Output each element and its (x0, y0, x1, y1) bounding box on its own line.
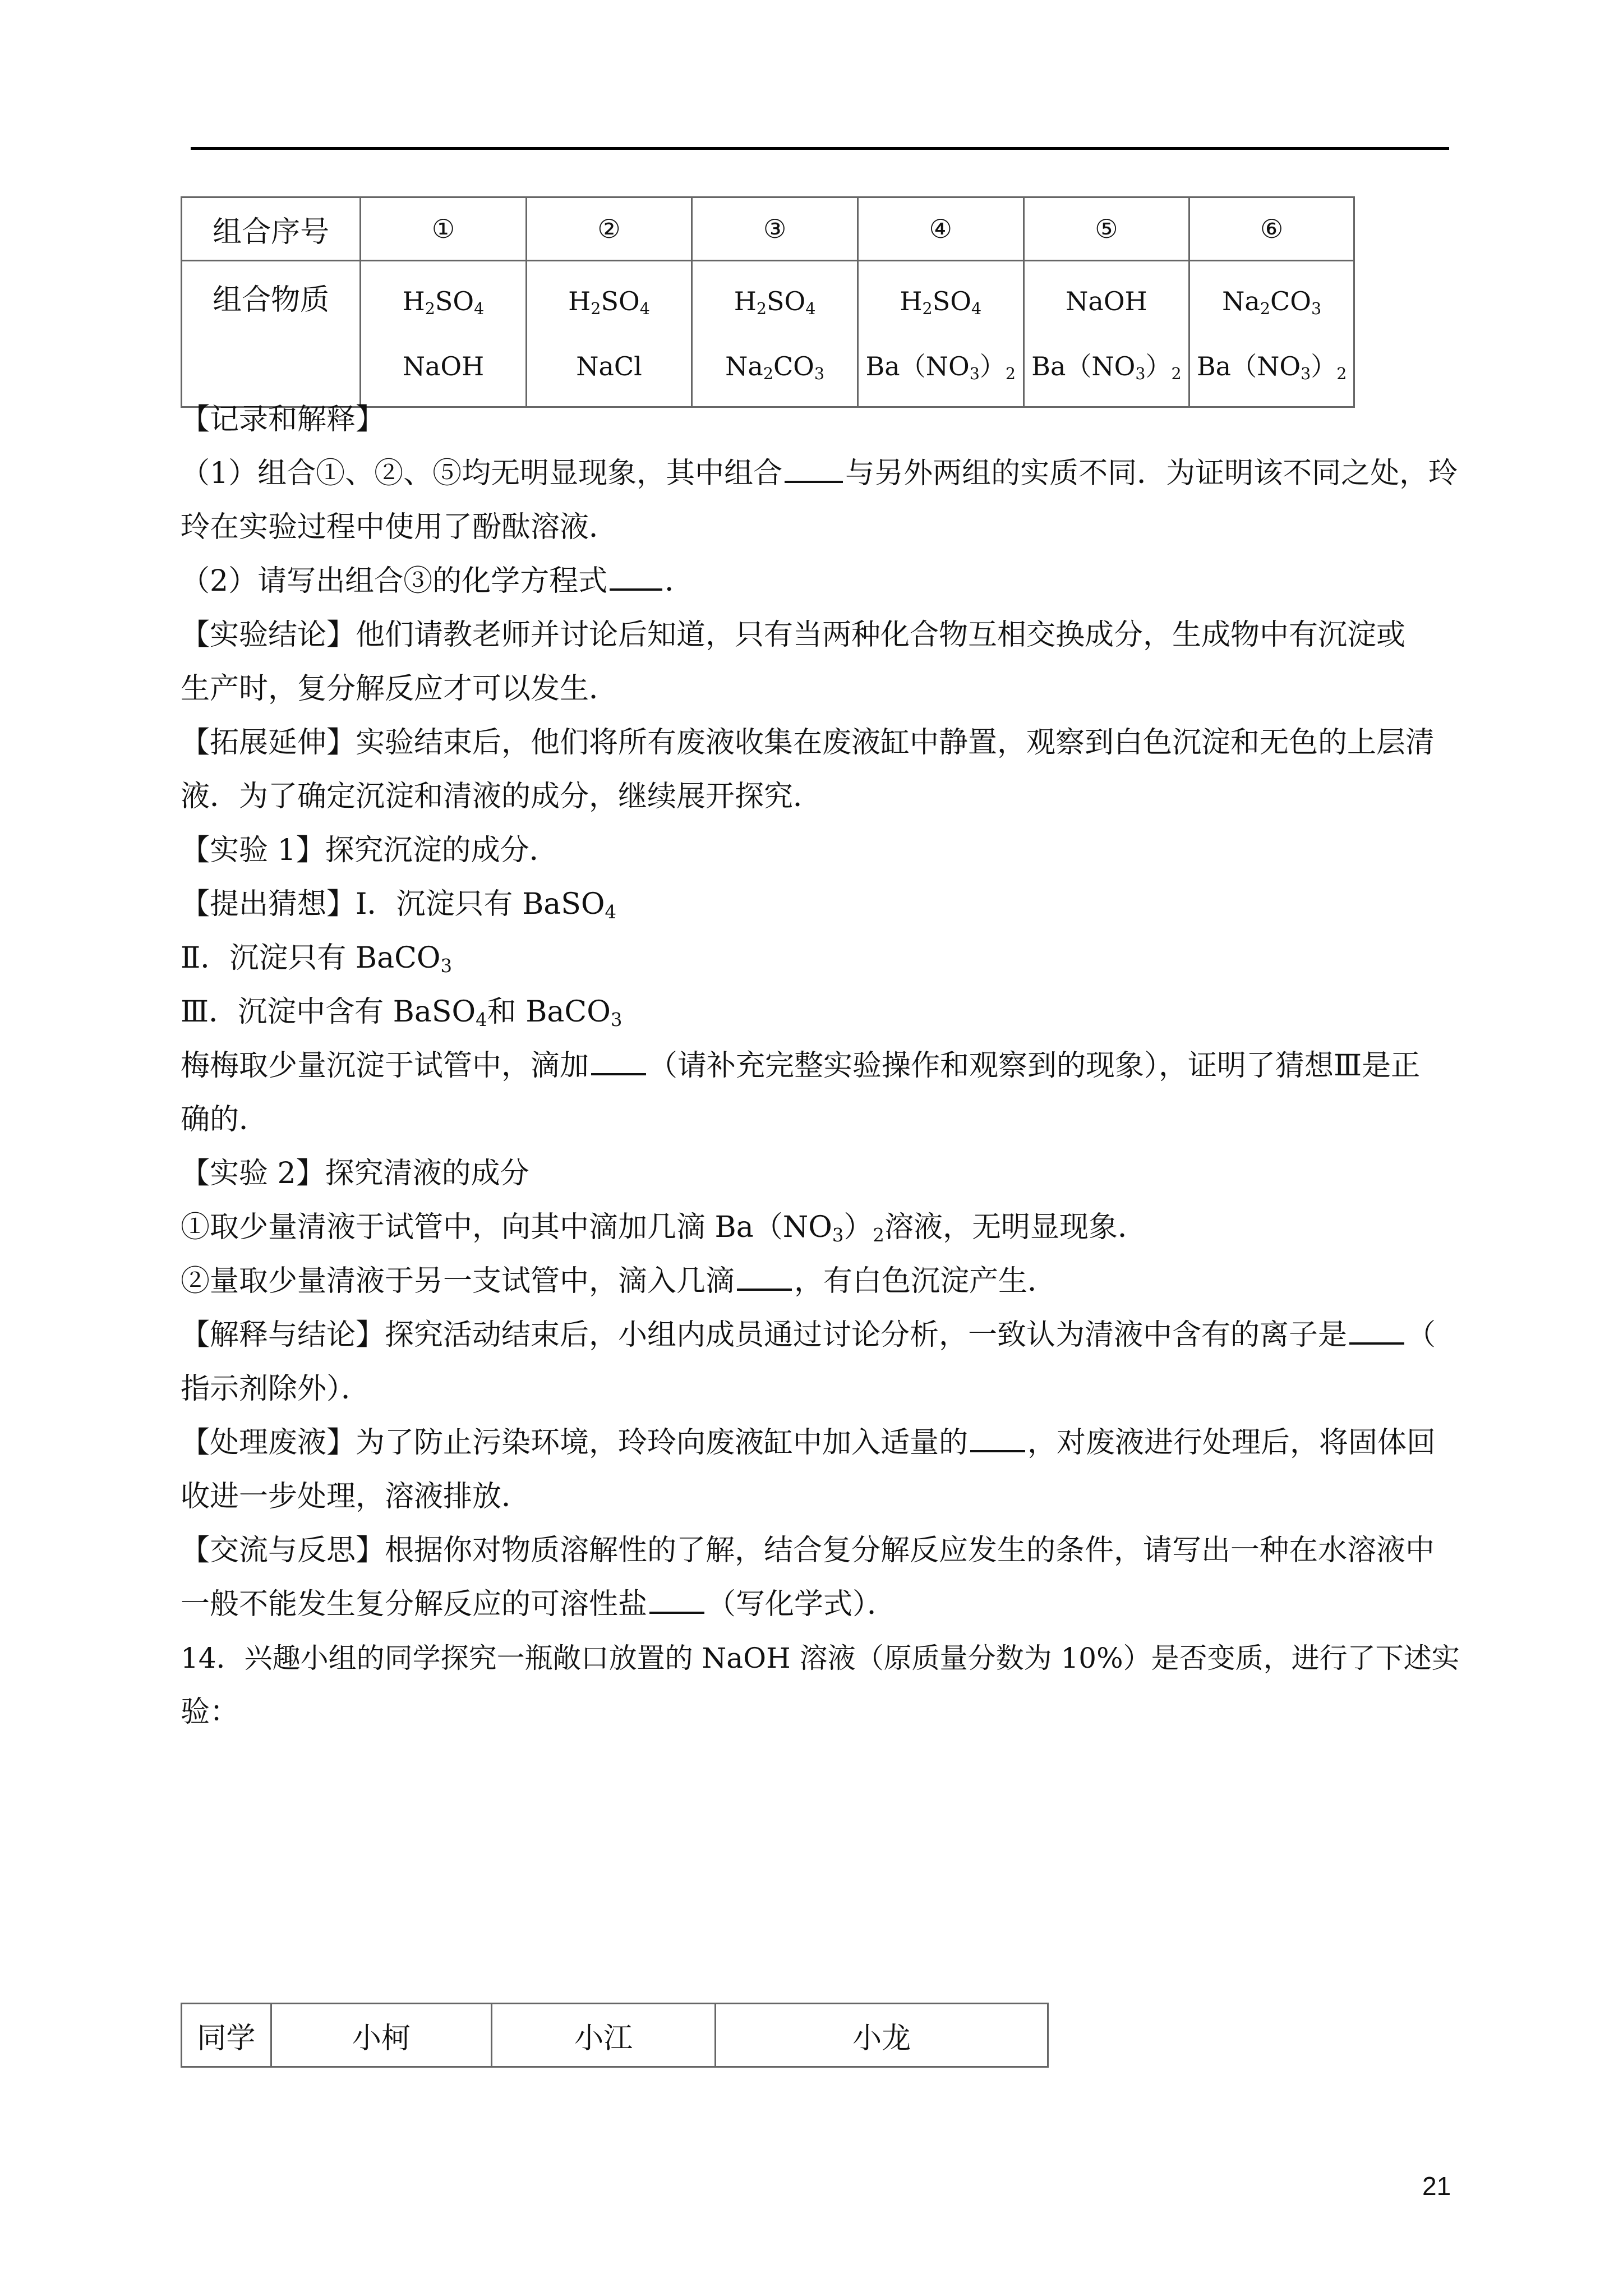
document-body (181, 393, 1460, 1739)
procedure-line: ②量取少量清液于另一支试管中，滴入几滴 ，有白色沉淀产生． (181, 1264, 1057, 1298)
combo-substances: $H_2SO_4$ NaOH (361, 261, 527, 407)
combo-number: ⑤ (1023, 197, 1189, 261)
table-header-cell: 小柯 (271, 2004, 491, 2067)
hypothesis-line: Ⅱ．沉淀只有 BaCO$_3$ (181, 941, 453, 977)
hypothesis-line: Ⅲ．沉淀中含有 BaSO$_4$和 BaCO$_3$ (181, 995, 623, 1031)
combination-table (181, 196, 1355, 408)
table-row (182, 261, 1354, 407)
answer-blank[interactable] (970, 1425, 1025, 1452)
question-line: 确的． (181, 1103, 269, 1137)
combo-substances: $H_2SO_4$ NaCl (526, 261, 692, 407)
procedure-line: ①取少量清液于试管中，向其中滴加几滴 $Ba(NO_3)_2$溶液，无明显现象． (181, 1211, 1147, 1246)
combo-substances: $H_2SO_4$ $Na_2CO_3$ (692, 261, 858, 407)
combo-number: ③ (692, 197, 858, 261)
answer-blank[interactable] (785, 456, 843, 483)
question-line: 【解释与结论】探究活动结束后，小组内成员通过讨论分析，一致认为清液中含有的离子是 （ (181, 1318, 1436, 1352)
paragraph-line: 液．为了确定沉淀和清液的成分，继续展开探究． (181, 780, 823, 813)
question-line: （2）请写出组合③的化学方程式 ． (181, 564, 694, 598)
students-table (181, 2003, 1049, 2068)
question-line: 指示剂除外）． (181, 1372, 371, 1406)
question-line: 玲在实验过程中使用了酚酞溶液． (181, 510, 619, 544)
combo-number: ① (361, 197, 527, 261)
section-heading: 【实验 2】探究清液的成分 (181, 1157, 529, 1190)
question-line: 14．兴趣小组的同学探究一瓶敞口放置的 NaOH 溶液（原质量分数为 10%）是否变质，进行了下述实 (181, 1642, 1460, 1674)
hypothesis-line: 【提出猜想】Ⅰ．沉淀只有 BaSO$_4$ (181, 887, 617, 923)
table-header-cell: 同学 (182, 2004, 271, 2067)
table-header-cell: 小龙 (716, 2004, 1048, 2067)
answer-blank[interactable] (610, 564, 662, 591)
question-line: 一般不能发生复分解反应的可溶性盐 （写化学式）． (181, 1588, 897, 1621)
paragraph-line: 【拓展延伸】实验结束后，他们将所有废液收集在废液缸中静置，观察到白色沉淀和无色的上层清 (181, 726, 1435, 760)
page-number: 21 (1422, 2171, 1451, 2201)
combo-number: ④ (857, 197, 1023, 261)
answer-blank[interactable] (649, 1587, 704, 1614)
combo-substances: NaOH $Ba(NO_3)_2$ (1023, 261, 1189, 407)
paragraph-line: 【实验结论】他们请教老师并讨论后知道，只有当两种化合物互相交换成分，生成物中有沉淀或 (181, 618, 1406, 652)
question-line: 收进一步处理，溶液排放． (181, 1480, 531, 1513)
paragraph-line: 生产时，复分解反应才可以发生． (181, 672, 619, 706)
row-label-sequence: 组合序号 (182, 197, 361, 261)
question-line: （1）组合①、②、⑤均无明显现象，其中组合 与另外两组的实质不同．为证明该不同之处，玲 (181, 457, 1458, 490)
combo-number: ② (526, 197, 692, 261)
question-line: 【处理废液】为了防止污染环境，玲玲向废液缸中加入适量的 ，对废液进行处理后，将固体回 (181, 1426, 1436, 1460)
header-rule (191, 147, 1449, 150)
question-line: 验： (181, 1695, 239, 1729)
answer-blank[interactable] (591, 1048, 646, 1075)
combo-number: ⑥ (1189, 197, 1354, 261)
section-heading: 【实验 1】探究沉淀的成分． (181, 834, 559, 867)
question-line: 梅梅取少量沉淀于试管中，滴加 （请补充完整实验操作和观察到的现象），证明了猜想Ⅲ是正 (181, 1049, 1421, 1083)
table-row (182, 197, 1354, 261)
table-header-cell: 小江 (491, 2004, 715, 2067)
row-label-substances: 组合物质 (182, 261, 361, 407)
combo-substances: $Na_2CO_3$ $Ba(NO_3)_2$ (1189, 261, 1354, 407)
answer-blank[interactable] (1349, 1318, 1404, 1345)
question-line: 【交流与反思】根据你对物质溶解性的了解，结合复分解反应发生的条件，请写出一种在水溶液中 (181, 1534, 1435, 1567)
combo-substances: $H_2SO_4$ $Ba(NO_3)_2$ (857, 261, 1023, 407)
section-heading: 【记录和解释】 (181, 403, 385, 436)
table-row (182, 2004, 1048, 2067)
answer-blank[interactable] (737, 1264, 792, 1291)
